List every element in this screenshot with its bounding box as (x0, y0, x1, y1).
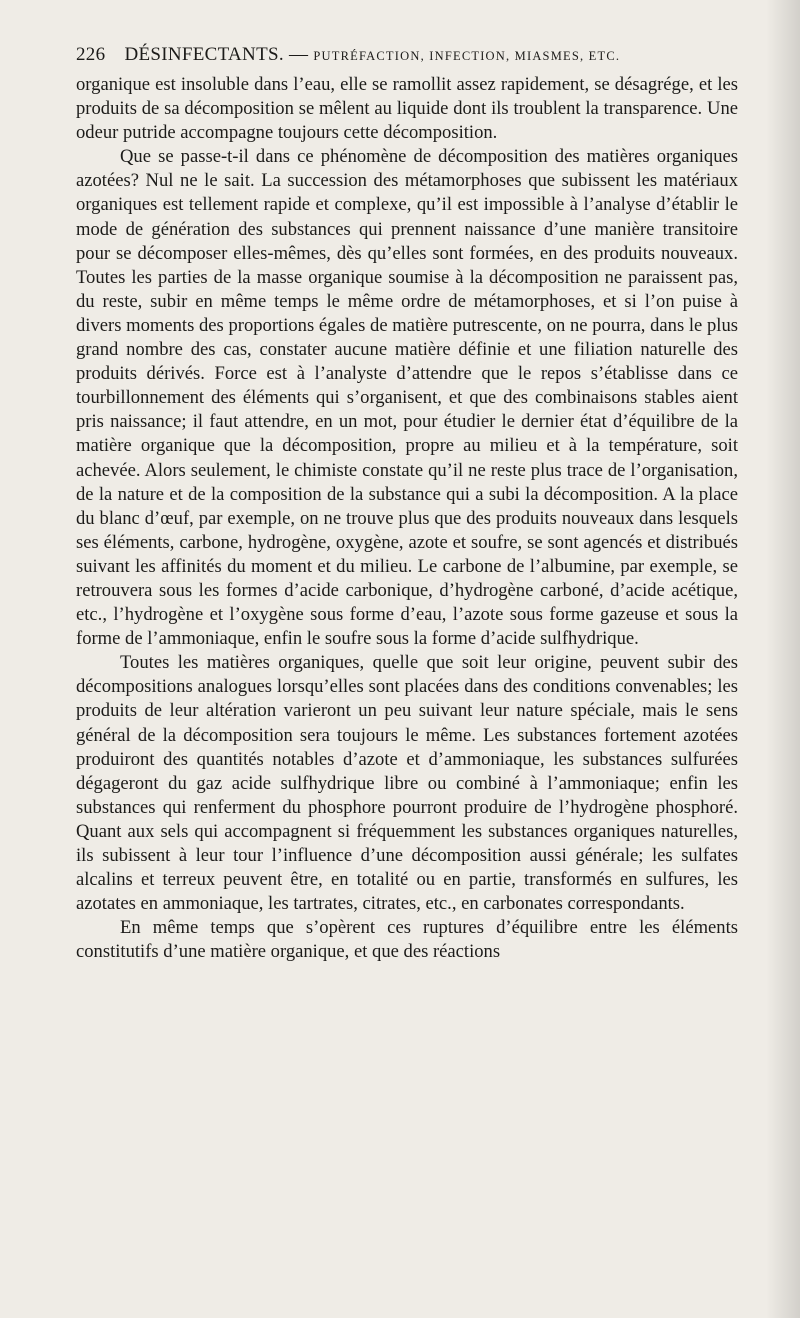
paragraph: Que se passe-t-il dans ce phénomène de décomposition des matières organiques azotées? Nul ne le sait. La succession des métamorphoses que subissent les matériaux organiques est tellement rapide et complexe, qu’il est impossible à l’analyse d’établir le mode de génération des substances qui prennent naissance d’une manière transitoire pour se décomposer elles-mêmes, dès qu’elles sont formées, en des produits nouveaux. Toutes les parties de la masse organique soumise à la décomposition ne paraissent pas, du reste, subir en même temps le même ordre de métamorphoses, et si l’on puise à divers moments des proportions égales de matière putrescente, on ne pourra, dans le plus grand nombre des cas, constater aucune matière définie et une filiation naturelle des produits dérivés. Force est à l’analyste d’attendre que le repos s’établisse dans ce tourbillonnement des éléments qui s’organisent, et que des combinaisons stables aient pris naissance; il faut attendre, en un mot, pour étudier le dernier état d’équilibre de la matière organique que la décomposition, propre au milieu et à la température, soit achevée. Alors seulement, le chimiste constate qu’il ne reste plus trace de l’organisation, de la nature et de la composition de la substance qui a subi la décomposition. A la place du blanc d’œuf, par exemple, on ne trouve plus que des produits nouveaux dans lesquels ses éléments, carbone, hydrogène, oxygène, azote et soufre, se sont agencés et distribués suivant les affinités du moment et du milieu. Le carbone de l’albumine, par exemple, se retrouvera sous les formes d’acide carbonique, d’hydrogène carboné, d’acide acétique, etc., l’hydrogène et l’oxygène sous forme d’eau, l’azote sous forme gazeuse et sous la forme de l’ammoniaque, enfin le soufre sous la forme d’acide sulfhydrique. (76, 146, 738, 650)
chapter-title: DÉSINFECTANTS. (124, 44, 284, 65)
running-title: PUTRÉFACTION, INFECTION, MIASMES, ETC. (313, 49, 621, 63)
running-header (76, 42, 744, 68)
paragraph-continued: organique est insoluble dans l’eau, elle se ramollit assez rapidement, se désagrége, et les produits de sa décomposition se mêlent au liquide dont ils troublent la transparence. Une odeur putride accompagne toujours cette décomposition. (76, 74, 738, 144)
paragraph: En même temps que s’opèrent ces ruptures d’équilibre entre les éléments constitutifs d’une matière organique, et que des réactions (76, 917, 738, 963)
page-number: 226 (76, 44, 106, 65)
body-text (76, 73, 738, 964)
page-edge-shadow (766, 0, 800, 1318)
header-dash: — (288, 44, 309, 65)
paragraph: Toutes les matières organiques, quelle que soit leur origine, peuvent subir des décompositions analogues lorsqu’elles sont placées dans des conditions convenables; les produits de leur altération varieront un peu suivant leur nature spéciale, mais le sens général de la décomposition sera toujours le même. Les substances fortement azotées produiront des quantités notables d’azote et d’ammoniaque, les substances sulfurées dégageront du gaz acide sulfhydrique libre ou combiné à l’ammoniaque; enfin les substances qui renferment du phosphore pourront produire de l’hydrogène phosphoré. Quant aux sels qui accompagnent si fréquemment les substances organiques naturelles, ils subissent à leur tour l’influence d’une décomposition aussi générale; les sulfates alcalins et terreux peuvent être, en totalité ou en partie, transformés en sulfures, les azotates en ammoniaque, les tartrates, citrates, etc., en carbonates correspondants. (76, 652, 738, 915)
